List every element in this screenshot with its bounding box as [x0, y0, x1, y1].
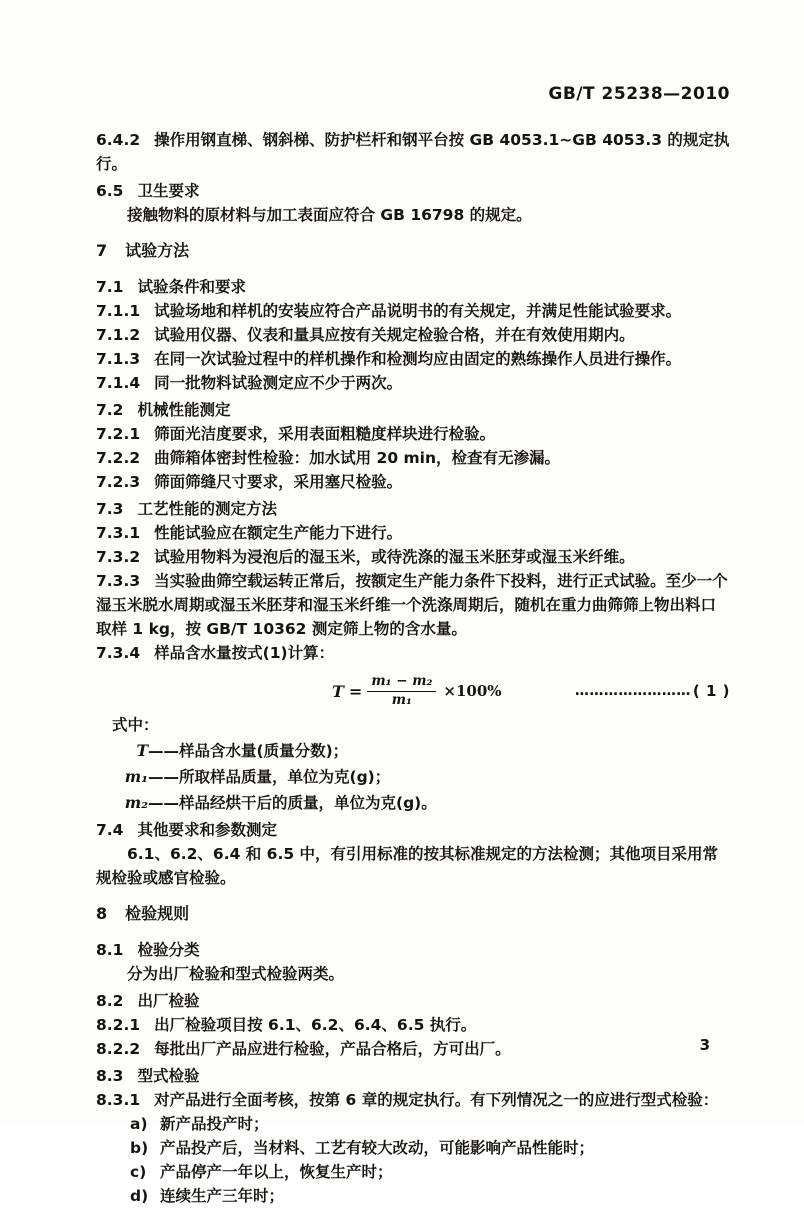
clause-title: 其他要求和参数测定	[137, 821, 277, 840]
list-item-c	[96, 1160, 730, 1184]
where-label: 式中：	[112, 716, 159, 735]
fraction	[367, 674, 436, 708]
paragraph-6-5: 接触物料的原材料与加工表面应符合 GB 16798 的规定。	[127, 206, 532, 224]
clause-7-1-2	[96, 323, 730, 347]
clause-text: 在同一次试验过程中的样机操作和检测均应由固定的熟练操作人员进行操作。	[154, 350, 682, 368]
clause-7-3-2	[96, 545, 730, 569]
clause-title: 型式检验	[137, 1067, 200, 1086]
clause-8-2	[96, 989, 730, 1013]
clause-number: 8.3.1	[96, 1091, 141, 1110]
list-marker: a)	[130, 1115, 148, 1134]
clause-7-2-1	[96, 422, 730, 446]
list-marker: d)	[130, 1187, 149, 1206]
clause-7-3-1	[96, 521, 730, 545]
doc-number-header: GB/T 25238—2010	[548, 84, 730, 104]
clause-7-1-1	[96, 299, 730, 323]
clause-7-1	[96, 275, 730, 299]
clause-text: 样品含水量按式(1)计算：	[154, 644, 335, 662]
list-text: 产品投产后，当材料、工艺有较大改动，可能影响产品性能时；	[160, 1139, 595, 1158]
equation-1	[96, 674, 730, 708]
clause-7-3	[96, 497, 730, 521]
clause-7-3-3	[96, 569, 730, 641]
formula-lhs: T	[332, 681, 344, 701]
list-marker: c)	[130, 1163, 147, 1182]
clause-text: 曲筛箱体密封性检验：加水试用 20 min，检查有无渗漏。	[154, 449, 561, 467]
moisture-formula	[332, 674, 502, 708]
list-text: 新产品投产时；	[160, 1115, 269, 1134]
clause-title: 卫生要求	[137, 182, 200, 200]
dot-leader	[502, 682, 730, 700]
clause-number: 7.4	[96, 821, 124, 840]
definition-m2	[96, 791, 730, 815]
section-number: 7	[96, 241, 108, 260]
clause-number: 6.5	[96, 182, 124, 200]
paragraph-8-1: 分为出厂检验和型式检验两类。	[127, 965, 345, 984]
list-marker: b)	[130, 1139, 149, 1158]
section-8	[96, 902, 730, 926]
clause-7-2	[96, 398, 730, 422]
clause-6-4-2	[96, 128, 730, 176]
clause-6-5	[96, 179, 730, 203]
clause-8-2-2	[96, 1037, 730, 1061]
clause-text: 当实验曲筛空载运转正常后，按额定生产能力条件下投料，进行正式试验。至少一个湿玉米脱水周期或湿玉米胚芽和湿玉米纤维一个洗涤周期后，随机在重力曲筛筛上物出料口取样 1 kg，按 GB/T 10362 测定筛上物的含水量。	[96, 572, 728, 638]
definition-desc: ——样品经烘干后的质量，单位为克(g)。	[148, 794, 437, 813]
list-item-d	[96, 1184, 730, 1208]
clause-text: 试验用物料为浸泡后的湿玉米，或待洗涤的湿玉米胚芽或湿玉米纤维。	[154, 548, 635, 566]
list-text: 产品停产一年以上，恢复生产时；	[160, 1163, 393, 1182]
section-number: 8	[96, 904, 108, 924]
paragraph-7-4: 6.1、6.2、6.4 和 6.5 中，有引用标准的按其标准规定的方法检测；其他项目采用常规检验或感官检验。	[96, 845, 719, 888]
fraction-denominator: m₁	[391, 691, 412, 708]
clause-8-1	[96, 938, 730, 962]
clause-number: 7.1.1	[96, 302, 141, 320]
clause-number: 8.3	[96, 1067, 124, 1086]
clause-number: 7.3.1	[96, 524, 141, 542]
clause-number: 7.2.3	[96, 473, 141, 491]
section-title: 检验规则	[125, 904, 190, 924]
section-title: 试验方法	[125, 241, 190, 260]
clause-title: 检验分类	[137, 941, 200, 960]
clause-number: 7.1.4	[96, 374, 141, 392]
fraction-numerator: m₁ − m₂	[367, 674, 436, 692]
clause-number: 7.1.2	[96, 326, 141, 344]
clause-number: 6.4.2	[96, 131, 141, 149]
clause-number: 7.3.3	[96, 572, 141, 590]
clause-8-2-1	[96, 1013, 730, 1037]
clause-text: 对产品进行全面考核，按第 6 章的规定执行。有下列情况之一的应进行型式检验：	[154, 1091, 719, 1110]
equation-number: ( 1 )	[692, 682, 730, 701]
list-item-a	[96, 1112, 730, 1136]
definition-desc: ——样品含水量(质量分数)；	[148, 742, 349, 761]
clause-text: 筛面光洁度要求，采用表面粗糙度样块进行检验。	[154, 425, 496, 443]
clause-7-2-3	[96, 470, 730, 494]
clause-title: 试验条件和要求	[137, 278, 246, 296]
clause-7-1-3	[96, 347, 730, 371]
clause-7-3-4	[96, 641, 730, 665]
list-item-b	[96, 1136, 730, 1160]
page-number: 3	[699, 1036, 710, 1054]
clause-text: 同一批物料试验测定应不少于两次。	[154, 374, 403, 392]
clause-number: 8.2	[96, 992, 124, 1011]
clause-number: 7.3.4	[96, 644, 141, 662]
formula-multiplier: ×100%	[443, 682, 502, 701]
clause-number: 7.2	[96, 401, 124, 419]
clause-7-4	[96, 818, 730, 842]
clause-7-1-4	[96, 371, 730, 395]
equals-sign: =	[348, 681, 363, 701]
clause-7-2-2	[96, 446, 730, 470]
clause-text: 出厂检验项目按 6.1、6.2、6.4、6.5 执行。	[154, 1016, 477, 1035]
clause-number: 8.1	[96, 941, 124, 960]
definition-m1	[96, 765, 730, 789]
clause-title: 工艺性能的测定方法	[137, 500, 277, 518]
clause-text: 每批出厂产品应进行检验，产品合格后，方可出厂。	[154, 1040, 511, 1059]
clause-number: 7.3.2	[96, 548, 141, 566]
clause-title: 机械性能测定	[137, 401, 231, 419]
clause-number: 8.2.1	[96, 1016, 141, 1035]
definition-term: m₂	[124, 793, 148, 813]
clause-number: 7.2.2	[96, 449, 141, 467]
clause-text: 试验用仪器、仪表和量具应按有关规定检验合格，并在有效使用期内。	[154, 326, 635, 344]
clause-title: 出厂检验	[137, 992, 200, 1011]
definition-T	[96, 739, 730, 763]
clause-number: 7.3	[96, 500, 124, 518]
definition-term: T	[136, 741, 148, 761]
clause-number: 7.2.1	[96, 425, 141, 443]
clause-text: 试验场地和样机的安装应符合产品说明书的有关规定，并满足性能试验要求。	[154, 302, 682, 320]
definition-term: m₁	[124, 767, 148, 787]
clause-8-3-1	[96, 1088, 730, 1112]
leader-dots: ……………………	[574, 683, 691, 700]
section-7	[96, 239, 730, 263]
clause-text: 性能试验应在额定生产能力下进行。	[154, 524, 403, 542]
list-text: 连续生产三年时；	[160, 1187, 285, 1206]
definition-desc: ——所取样品质量，单位为克(g)；	[148, 768, 391, 787]
clause-8-3	[96, 1064, 730, 1088]
clause-number: 7.1.3	[96, 350, 141, 368]
clause-number: 8.2.2	[96, 1040, 141, 1059]
clause-text: 筛面筛缝尺寸要求，采用塞尺检验。	[154, 473, 403, 491]
clause-text: 操作用钢直梯、钢斜梯、防护栏杆和钢平台按 GB 4053.1~GB 4053.3 的规定执行。	[96, 131, 730, 173]
clause-number: 7.1	[96, 278, 124, 296]
